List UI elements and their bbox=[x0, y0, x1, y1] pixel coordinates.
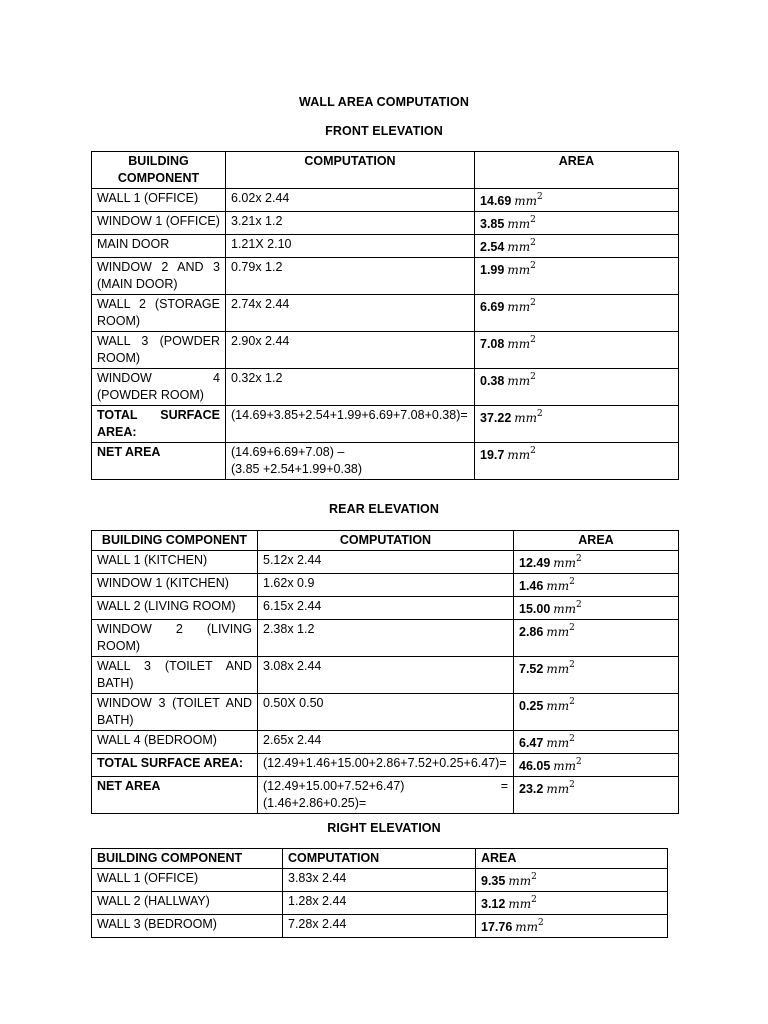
area-unit: $mm^2$ bbox=[546, 660, 575, 676]
area-cell bbox=[514, 777, 679, 814]
header-area: AREA bbox=[476, 849, 668, 869]
computation-line-1: (14.69+6.69+7.08) – bbox=[231, 445, 345, 459]
area-unit: $mm^2$ bbox=[507, 215, 536, 231]
computation-cell: 2.65x 2.44 bbox=[258, 731, 514, 754]
area-value: 0.25 bbox=[519, 699, 544, 713]
header-area: AREA bbox=[475, 152, 679, 189]
component-cell: WALL 1 (OFFICE) bbox=[92, 869, 283, 892]
computation-cell: 3.08x 2.44 bbox=[258, 657, 514, 694]
area-unit: $mm^2$ bbox=[546, 697, 575, 713]
component-cell: WALL 4 (BEDROOM) bbox=[92, 731, 258, 754]
component-cell: NET AREA bbox=[92, 777, 258, 814]
component-cell: WALL 2 (LIVING ROOM) bbox=[92, 597, 258, 620]
area-value: 9.35 bbox=[481, 874, 506, 888]
area-value: 19.7 bbox=[480, 448, 505, 462]
area-value: 46.05 bbox=[519, 759, 551, 773]
area-cell bbox=[514, 574, 679, 597]
area-value: 7.08 bbox=[480, 337, 505, 351]
computation-cell bbox=[258, 777, 514, 814]
component-cell: WINDOW 2 (LIVING ROOM) bbox=[92, 620, 258, 657]
area-unit: $mm^2$ bbox=[553, 757, 582, 773]
area-cell bbox=[514, 620, 679, 657]
component-cell: WALL 3 (TOILET AND BATH) bbox=[92, 657, 258, 694]
table-row bbox=[92, 212, 679, 235]
component-cell: WALL 3 (BEDROOM) bbox=[92, 915, 283, 938]
area-cell bbox=[476, 892, 668, 915]
area-cell bbox=[475, 406, 679, 443]
computation-cell: 2.90x 2.44 bbox=[226, 332, 475, 369]
area-unit: $mm^2$ bbox=[514, 409, 543, 425]
component-cell: WALL 1 (KITCHEN) bbox=[92, 551, 258, 574]
component-cell: WALL 3 (POWDER ROOM) bbox=[92, 332, 226, 369]
area-unit: $mm^2$ bbox=[507, 335, 536, 351]
header-building-component: BUILDING COMPONENT bbox=[92, 531, 258, 551]
area-unit: $mm^2$ bbox=[508, 872, 537, 888]
component-cell: WALL 2 (HALLWAY) bbox=[92, 892, 283, 915]
table-row-total bbox=[92, 754, 679, 777]
component-cell: WINDOW 4 (POWDER ROOM) bbox=[92, 369, 226, 406]
area-cell bbox=[514, 731, 679, 754]
area-unit: $mm^2$ bbox=[507, 238, 536, 254]
area-cell bbox=[475, 258, 679, 295]
area-value: 12.49 bbox=[519, 556, 551, 570]
table-row bbox=[92, 869, 668, 892]
computation-cell: 3.83x 2.44 bbox=[283, 869, 476, 892]
computation-cell: 0.50X 0.50 bbox=[258, 694, 514, 731]
document-title: WALL AREA COMPUTATION bbox=[299, 95, 469, 109]
computation-cell: (12.49+1.46+15.00+2.86+7.52+0.25+6.47)= bbox=[258, 754, 514, 777]
area-value: 23.2 bbox=[519, 782, 544, 796]
computation-cell: 6.02x 2.44 bbox=[226, 189, 475, 212]
computation-cell: 3.21x 1.2 bbox=[226, 212, 475, 235]
area-unit: $mm^2$ bbox=[507, 261, 536, 277]
area-unit: $mm^2$ bbox=[507, 298, 536, 314]
component-cell: WINDOW 1 (OFFICE) bbox=[92, 212, 226, 235]
area-unit: $mm^2$ bbox=[514, 192, 543, 208]
table-row bbox=[92, 657, 679, 694]
area-value: 37.22 bbox=[480, 411, 512, 425]
header-building-component: BUILDING COMPONENT bbox=[92, 152, 226, 189]
computation-cell: 1.28x 2.44 bbox=[283, 892, 476, 915]
table-row bbox=[92, 551, 679, 574]
header-area: AREA bbox=[514, 531, 679, 551]
computation-cell: 1.21X 2.10 bbox=[226, 235, 475, 258]
area-unit: $mm^2$ bbox=[553, 600, 582, 616]
area-value: 17.76 bbox=[481, 920, 513, 934]
area-cell bbox=[475, 369, 679, 406]
area-value: 1.46 bbox=[519, 579, 544, 593]
table-header-row bbox=[92, 152, 679, 189]
header-building-component: BUILDING COMPONENT bbox=[92, 849, 283, 869]
front-elevation-heading: FRONT ELEVATION bbox=[325, 124, 443, 138]
rear-elevation-heading: REAR ELEVATION bbox=[329, 502, 439, 516]
component-cell: TOTAL SURFACE AREA: bbox=[92, 754, 258, 777]
area-cell bbox=[475, 332, 679, 369]
computation-cell: 0.79x 1.2 bbox=[226, 258, 475, 295]
table-header-row bbox=[92, 531, 679, 551]
component-cell: NET AREA bbox=[92, 443, 226, 480]
component-cell: WINDOW 1 (KITCHEN) bbox=[92, 574, 258, 597]
right-elevation-heading: RIGHT ELEVATION bbox=[327, 821, 441, 835]
area-unit: $mm^2$ bbox=[507, 372, 536, 388]
header-computation: COMPUTATION bbox=[258, 531, 514, 551]
computation-line-2: (1.46+2.86+0.25)= bbox=[263, 796, 367, 810]
header-computation: COMPUTATION bbox=[283, 849, 476, 869]
front-elevation-table bbox=[91, 151, 679, 480]
component-cell: WINDOW 2 AND 3 (MAIN DOOR) bbox=[92, 258, 226, 295]
component-cell: WALL 1 (OFFICE) bbox=[92, 189, 226, 212]
table-row bbox=[92, 369, 679, 406]
computation-cell: 5.12x 2.44 bbox=[258, 551, 514, 574]
area-unit: $mm^2$ bbox=[546, 780, 575, 796]
component-cell: WALL 2 (STORAGE ROOM) bbox=[92, 295, 226, 332]
table-row-net bbox=[92, 443, 679, 480]
area-unit: $mm^2$ bbox=[546, 577, 575, 593]
computation-line-1: (12.49+15.00+7.52+6.47) = bbox=[263, 779, 508, 793]
rear-elevation-table bbox=[91, 530, 679, 814]
area-value: 6.69 bbox=[480, 300, 505, 314]
area-cell bbox=[475, 235, 679, 258]
header-computation: COMPUTATION bbox=[226, 152, 475, 189]
area-cell bbox=[514, 694, 679, 731]
table-row bbox=[92, 620, 679, 657]
table-row bbox=[92, 235, 679, 258]
area-value: 14.69 bbox=[480, 194, 512, 208]
area-unit: $mm^2$ bbox=[546, 623, 575, 639]
table-row bbox=[92, 915, 668, 938]
area-cell bbox=[475, 443, 679, 480]
component-cell: MAIN DOOR bbox=[92, 235, 226, 258]
table-row bbox=[92, 574, 679, 597]
area-value: 3.12 bbox=[481, 897, 506, 911]
computation-cell: 0.32x 1.2 bbox=[226, 369, 475, 406]
right-elevation-table bbox=[91, 848, 668, 938]
computation-cell: (14.69+3.85+2.54+1.99+6.69+7.08+0.38)= bbox=[226, 406, 475, 443]
area-value: 15.00 bbox=[519, 602, 551, 616]
area-cell bbox=[476, 869, 668, 892]
computation-line-2: (3.85 +2.54+1.99+0.38) bbox=[231, 462, 363, 476]
area-unit: $mm^2$ bbox=[507, 446, 536, 462]
area-value: 2.54 bbox=[480, 240, 505, 254]
area-cell bbox=[476, 915, 668, 938]
area-unit: $mm^2$ bbox=[553, 554, 582, 570]
computation-cell bbox=[226, 443, 475, 480]
table-row bbox=[92, 258, 679, 295]
computation-cell: 2.38x 1.2 bbox=[258, 620, 514, 657]
table-row-net bbox=[92, 777, 679, 814]
area-cell bbox=[514, 657, 679, 694]
table-row bbox=[92, 731, 679, 754]
table-row bbox=[92, 694, 679, 731]
table-row bbox=[92, 295, 679, 332]
table-row bbox=[92, 332, 679, 369]
area-cell bbox=[475, 189, 679, 212]
area-unit: $mm^2$ bbox=[508, 895, 537, 911]
area-value: 3.85 bbox=[480, 217, 505, 231]
area-unit: $mm^2$ bbox=[546, 734, 575, 750]
area-cell bbox=[514, 597, 679, 620]
table-row-total bbox=[92, 406, 679, 443]
computation-cell: 7.28x 2.44 bbox=[283, 915, 476, 938]
area-value: 0.38 bbox=[480, 374, 505, 388]
area-cell bbox=[514, 551, 679, 574]
table-row bbox=[92, 189, 679, 212]
area-cell bbox=[514, 754, 679, 777]
computation-cell: 6.15x 2.44 bbox=[258, 597, 514, 620]
area-value: 1.99 bbox=[480, 263, 505, 277]
component-cell: WINDOW 3 (TOILET AND BATH) bbox=[92, 694, 258, 731]
area-value: 6.47 bbox=[519, 736, 544, 750]
area-cell bbox=[475, 212, 679, 235]
area-unit: $mm^2$ bbox=[515, 918, 544, 934]
area-cell bbox=[475, 295, 679, 332]
component-cell: TOTAL SURFACE AREA: bbox=[92, 406, 226, 443]
area-value: 2.86 bbox=[519, 625, 544, 639]
computation-cell: 2.74x 2.44 bbox=[226, 295, 475, 332]
table-header-row bbox=[92, 849, 668, 869]
table-row bbox=[92, 597, 679, 620]
table-row bbox=[92, 892, 668, 915]
area-value: 7.52 bbox=[519, 662, 544, 676]
computation-cell: 1.62x 0.9 bbox=[258, 574, 514, 597]
